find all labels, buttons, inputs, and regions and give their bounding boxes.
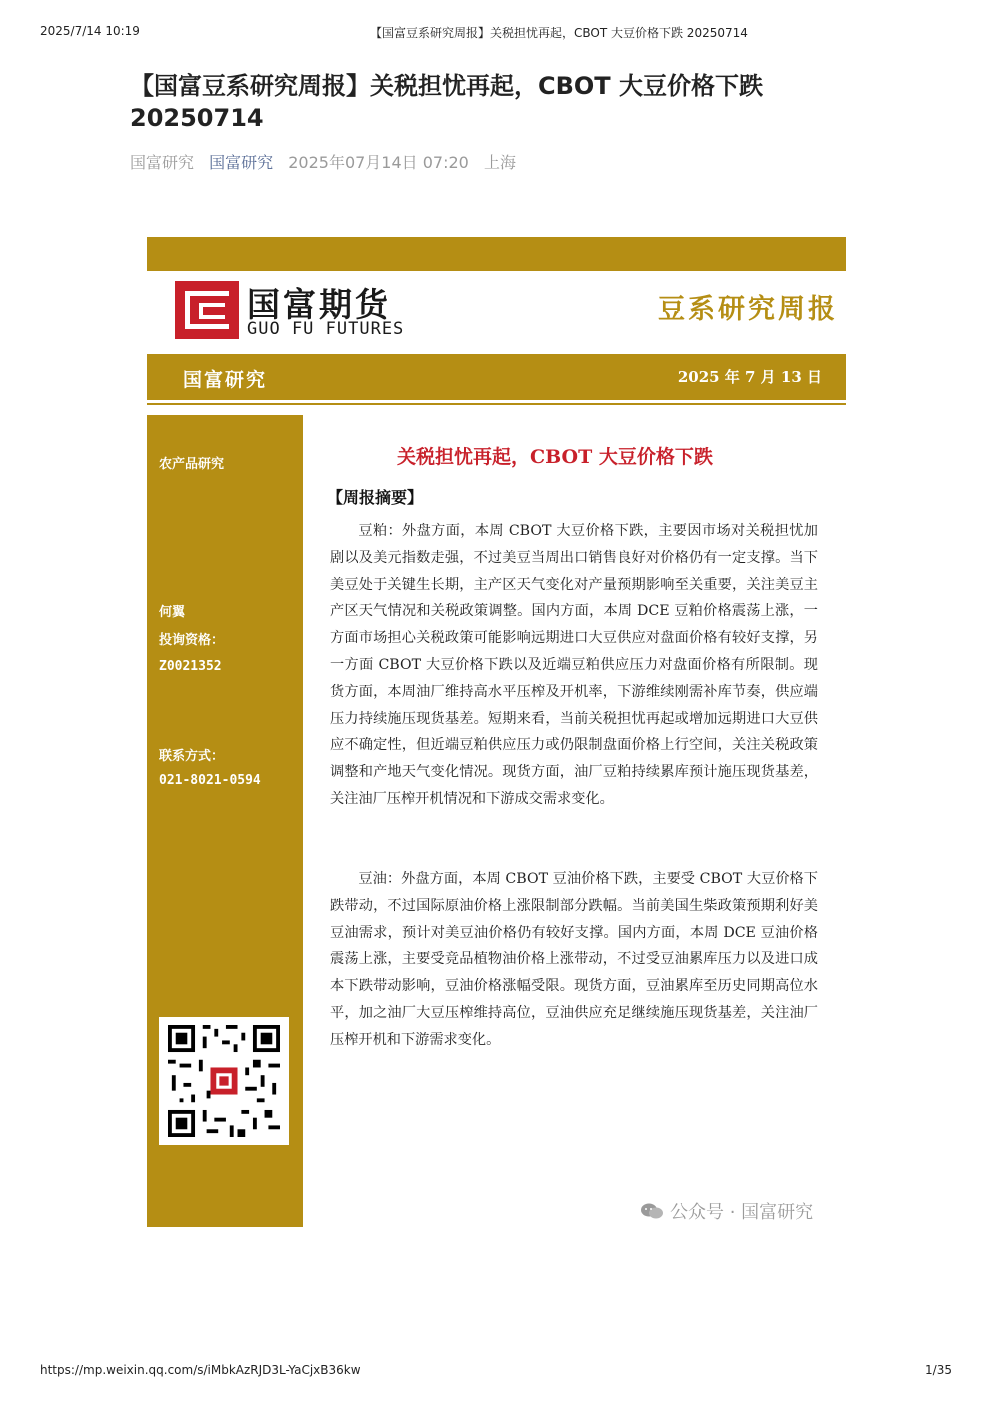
contact-phone: 021-8021-0594 — [159, 773, 261, 788]
report-sidebar — [147, 415, 303, 1227]
paragraph-soyoil: 豆油：外盘方面，本周 CBOT 豆油价格下跌，主要受 CBOT 大豆价格下跌带动，不过国际原油价格上涨限制部分跌幅。当前美国生柴政策预期利好美豆油需求，预计对美豆油价格仍有较好支撑。国内方面，本周 DCE 豆油价格震荡上涨，主要受竞品植物油价格上涨带动，不过受豆油累库压力以及进口成本下跌带动影响，豆油价格涨幅受限。现货方面，豆油累库至历史同期高位水平，加之油厂大豆压榨维持高位，豆油供应充足继续施压现货基差，关注油厂压榨开机和下游需求变化。 — [330, 871, 818, 1048]
article-datetime: 2025年07月14日 07:20 — [288, 153, 469, 172]
article-author: 国富研究 — [130, 153, 195, 172]
qr-code — [159, 1017, 289, 1145]
wechat-watermark — [640, 1198, 813, 1224]
page-number: 1/35 — [925, 1363, 952, 1377]
paragraph-soymeal: 豆粕：外盘方面，本周 CBOT 大豆价格下跌，主要因市场对关税担忧加剧以及美元指数走强，不过美豆当周出口销售良好对价格仍有一定支撑。当下美豆处于关键生长期，主产区天气变化对产量预期影响至关重要，关注美豆主产区天气情况和关税政策调整。国内方面，本周 DCE 豆粕价格震荡上涨，一方面市场担心关税政策可能影响远期进口大豆供应对盘面价格有较好支撑，另一方面 CBOT 大豆价格下跌以及近端豆粕供应压力对盘面价格有所限制。现货方面，本周油厂维持高水平压榨及开机率，下游维续刚需补库节奏，供应端压力持续施压现货基差。短期来看，当前关税担忧再起或增加远期进口大豆供应不确定性，但近端豆粕供应压力或仍限制盘面价格上行空间，关注关税政策调整和产地天气变化情况。现货方面，油厂豆粕持续累库预计施压现货基差，关注油厂压榨开机情况和下游成交需求变化。 — [330, 523, 818, 807]
brand-name-en: GUO FU FUTURES — [247, 319, 405, 339]
divider — [147, 403, 846, 405]
print-footer — [40, 1363, 952, 1383]
sidebar-section: 农产品研究 — [159, 457, 225, 472]
brand-name-cn: 国富期货 — [247, 285, 391, 324]
wechat-account: 公众号 · 国富研究 — [670, 1202, 814, 1223]
summary-heading: 【周报摘要】 — [327, 488, 424, 507]
print-datetime: 2025/7/14 10:19 — [40, 24, 140, 38]
print-title: 【国富豆系研究周报】关税担忧再起，CBOT 大豆价格下跌 20250714 — [370, 26, 748, 40]
article-meta — [130, 150, 526, 173]
article-title: 【国富豆系研究周报】关税担忧再起，CBOT 大豆价格下跌 20250714 — [130, 72, 764, 132]
report-date: 2025 年 7 月 13 日 — [677, 368, 822, 386]
report-page — [147, 237, 846, 1227]
guofu-logo-icon — [175, 281, 239, 339]
contact-label: 联系方式： — [159, 749, 225, 764]
report-topbar — [147, 237, 846, 271]
article-location: 上海 — [483, 153, 516, 172]
qualification-id: Z0021352 — [159, 659, 222, 674]
account-link[interactable]: 国富研究 — [209, 153, 274, 172]
page-url: https://mp.weixin.qq.com/s/iMbkAzRJD3L-YaCjxB36kw — [40, 1363, 361, 1377]
print-header — [40, 24, 952, 44]
report-main-title: 关税担忧再起，CBOT 大豆价格下跌 — [397, 446, 713, 468]
wechat-icon — [640, 1202, 664, 1220]
report-band — [147, 354, 846, 400]
report-type: 豆系研究周报 — [658, 294, 838, 325]
analyst-name: 何翼 — [159, 605, 186, 620]
qr-code-icon — [167, 1025, 281, 1137]
qualification-label: 投询资格： — [159, 633, 225, 648]
band-label: 国富研究 — [183, 369, 268, 391]
